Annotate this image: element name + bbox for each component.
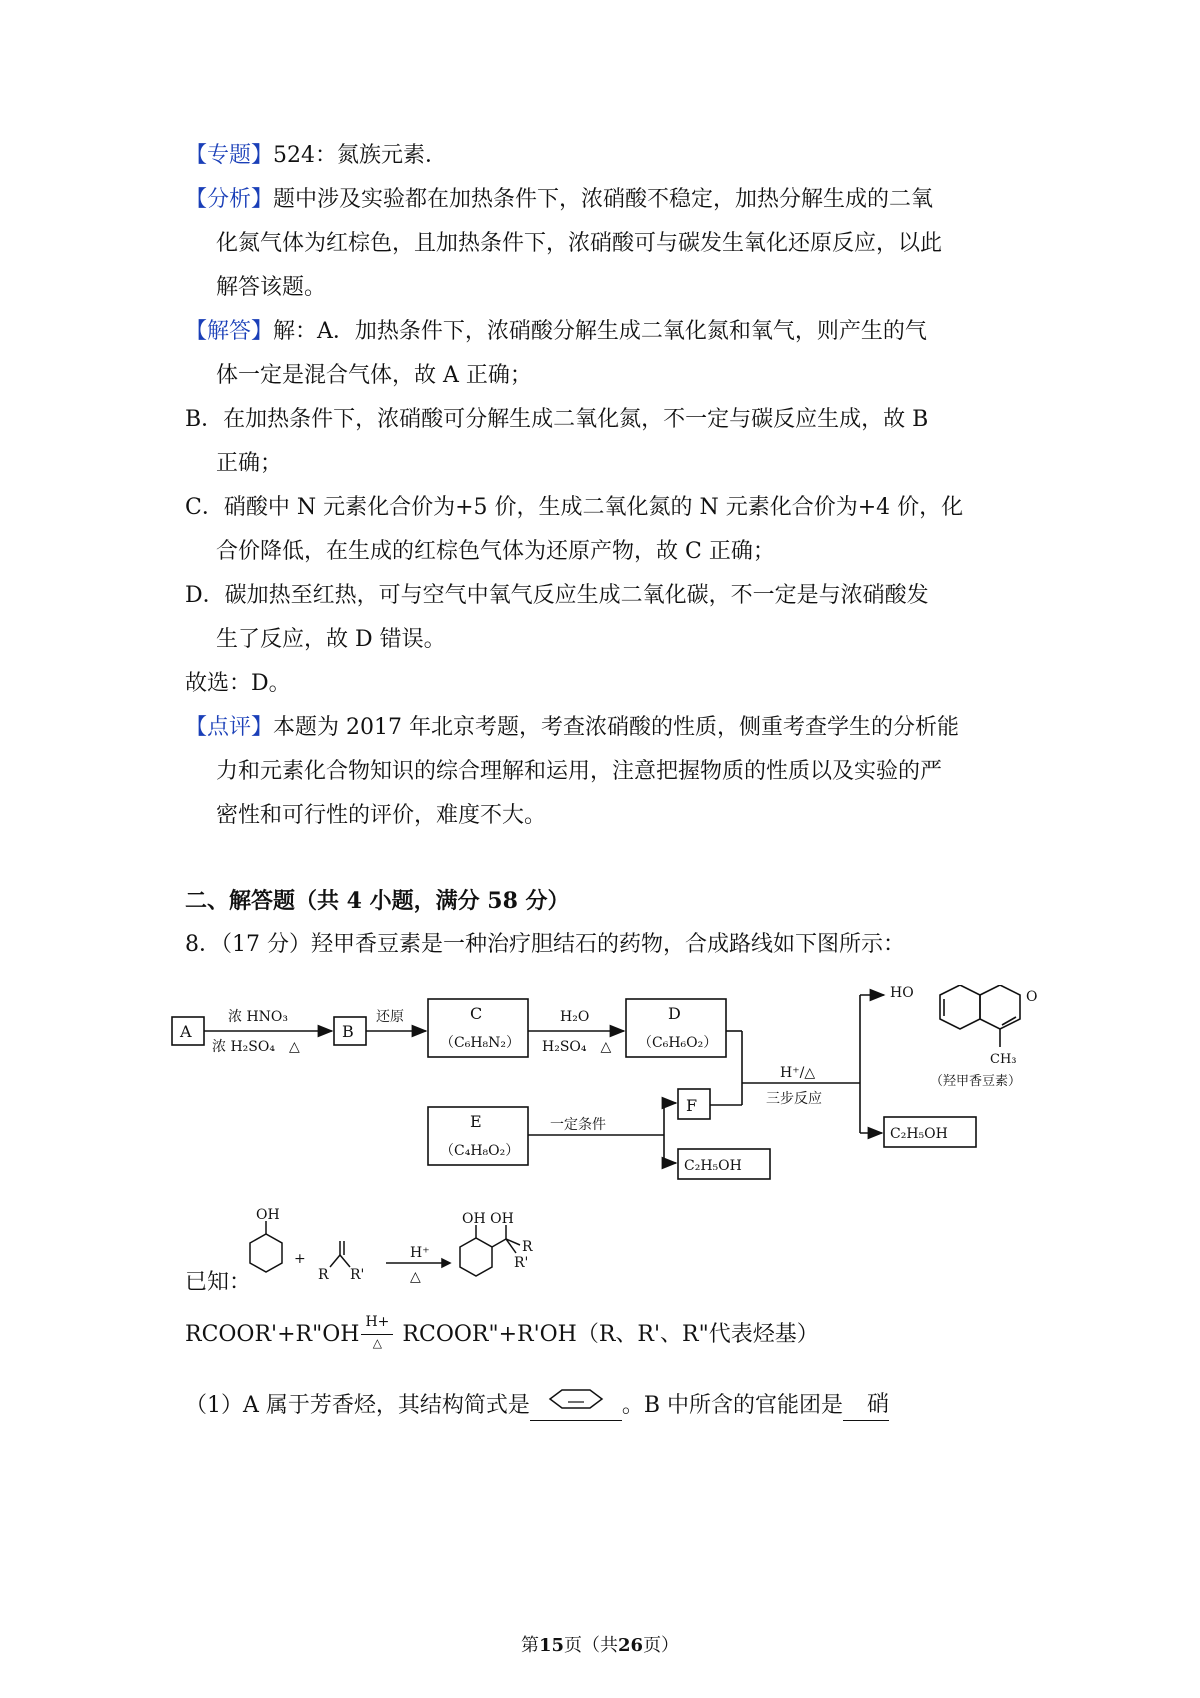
phenol-ring bbox=[250, 1234, 282, 1272]
ethanol-2: C₂H₅OH bbox=[890, 1126, 948, 1142]
plus-sign: + bbox=[294, 1251, 306, 1267]
known-Rp: R' bbox=[350, 1267, 365, 1283]
part1-prefix: （1）A 属于芳香烃，其结构简式是 bbox=[185, 1393, 530, 1418]
footer-post: 页） bbox=[643, 1635, 680, 1656]
answer-line-7: D．碳加热至红热，可与空气中氧气反应生成二氧化碳，不一定是与浓硝酸发 bbox=[185, 583, 929, 608]
answer-line-8: 生了反应，故 D 错误。 bbox=[216, 627, 446, 652]
ethanol-1: C₂H₅OH bbox=[684, 1158, 742, 1174]
known-reaction-2 bbox=[185, 1314, 819, 1350]
known2-arrow-top: H+ bbox=[365, 1314, 390, 1330]
page-footer bbox=[0, 1634, 1200, 1658]
arrow2-top: 还原 bbox=[376, 1009, 404, 1025]
answer-line-9: 故选：D。 bbox=[185, 671, 291, 696]
benzene-icon bbox=[530, 1384, 622, 1414]
known-product-Rp: R' bbox=[514, 1255, 529, 1271]
arrow1-bottom: 浓 H₂SO₄ △ bbox=[212, 1039, 300, 1055]
analysis-line-1 bbox=[185, 185, 933, 215]
product-name: （羟甲香豆素） bbox=[930, 1074, 1022, 1089]
label-A: A bbox=[180, 1022, 192, 1041]
product-HO: HO bbox=[890, 985, 914, 1001]
label-B: B bbox=[342, 1022, 354, 1041]
topic-line bbox=[185, 141, 447, 171]
known2-arrow-bottom: △ bbox=[372, 1336, 383, 1350]
topic-text: 524：氮族元素． bbox=[273, 143, 448, 168]
comment-text: 本题为 2017 年北京考题，考查浓硝酸的性质，侧重考查学生的分析能 bbox=[273, 715, 959, 740]
answer-blank-2 bbox=[843, 1390, 889, 1421]
arrow4-top: H⁺/△ bbox=[780, 1065, 816, 1081]
footer-total: 26 bbox=[618, 1635, 644, 1656]
known-R: R bbox=[318, 1267, 329, 1283]
known-product-oh: OH OH bbox=[462, 1211, 514, 1227]
part1-middle: 。B 中所含的官能团是 bbox=[621, 1393, 844, 1418]
formula-D: （C₆H₆O₂） bbox=[638, 1035, 718, 1051]
footer-page: 15 bbox=[538, 1635, 564, 1656]
label-E: E bbox=[470, 1112, 482, 1131]
product-ring bbox=[460, 1238, 492, 1276]
answer-tag: 【解答】 bbox=[185, 319, 274, 344]
analysis-line-2: 化氮气体为红棕色，且加热条件下，浓硝酸可与碳发生氧化还原反应，以此 bbox=[216, 231, 943, 256]
section-heading: 二、解答题（共 4 小题，满分 58 分） bbox=[185, 888, 570, 914]
answer-text: 解：A．加热条件下，浓硝酸分解生成二氧化氮和氧气，则产生的气 bbox=[273, 319, 927, 344]
formula-E: （C₄H₈O₂） bbox=[440, 1143, 520, 1159]
answer-blank-1 bbox=[530, 1390, 622, 1421]
known2-right: RCOOR"+R'OH（R、R'、R"代表烃基） bbox=[402, 1322, 819, 1347]
footer-mid: 页（共 bbox=[564, 1635, 618, 1656]
product-CH3: CH₃ bbox=[990, 1052, 1017, 1067]
analysis-tag: 【分析】 bbox=[185, 187, 274, 212]
coumarin-structure bbox=[940, 985, 1020, 1047]
arrow5-top: 一定条件 bbox=[550, 1117, 606, 1133]
known-OH: OH bbox=[256, 1207, 280, 1223]
known2-arrow bbox=[361, 1334, 393, 1335]
footer-pre: 第 bbox=[520, 1635, 539, 1656]
product-O: O bbox=[1026, 989, 1038, 1005]
comment-line-3: 密性和可行性的评价，难度不大。 bbox=[216, 803, 547, 828]
known2-left: RCOOR'+R"OH bbox=[185, 1322, 360, 1347]
label-D: D bbox=[668, 1004, 681, 1023]
arrow4-bottom: 三步反应 bbox=[766, 1091, 822, 1107]
analysis-line-3: 解答该题。 bbox=[216, 275, 327, 300]
arrow3-bottom: H₂SO₄ △ bbox=[542, 1039, 612, 1055]
label-F: F bbox=[686, 1096, 698, 1115]
comment-line-1 bbox=[185, 713, 959, 743]
analysis-text: 题中涉及实验都在加热条件下，浓硝酸不稳定，加热分解生成的二氧 bbox=[273, 187, 934, 212]
arrow1-top: 浓 HNO₃ bbox=[228, 1009, 288, 1025]
arrow3-top: H₂O bbox=[560, 1009, 590, 1025]
label-C: C bbox=[470, 1004, 483, 1023]
answer-line-6: 合价降低，在生成的红棕色气体为还原产物，故 C 正确； bbox=[216, 539, 775, 564]
question-8: 8．（17 分）羟甲香豆素是一种治疗胆结石的药物，合成路线如下图所示： bbox=[185, 932, 905, 957]
comment-tag: 【点评】 bbox=[185, 715, 274, 740]
answer-line-4: 正确； bbox=[216, 451, 283, 476]
known-delta: △ bbox=[410, 1269, 421, 1285]
part1-answer-tail: 硝 bbox=[867, 1392, 890, 1417]
synthesis-diagram bbox=[170, 985, 1130, 1180]
answer-line-3: B．在加热条件下，浓硝酸可分解生成二氧化氮，不一定与碳反应生成，故 B bbox=[185, 407, 929, 432]
answer-line-2: 体一定是混合气体，故 A 正确； bbox=[216, 363, 532, 388]
known-Hplus: H⁺ bbox=[410, 1245, 430, 1261]
known-label: 已知： bbox=[185, 1270, 252, 1295]
topic-tag: 【专题】 bbox=[185, 143, 274, 168]
answer-line-1 bbox=[185, 317, 927, 347]
formula-C: （C₆H₈N₂） bbox=[440, 1035, 521, 1051]
answer-line-5: C．硝酸中 N 元素化合价为+5 价，生成二氧化氮的 N 元素化合价为+4 价，化 bbox=[185, 495, 964, 520]
known-product-R: R bbox=[522, 1239, 533, 1255]
part1-line bbox=[185, 1390, 889, 1421]
comment-line-2: 力和元素化合物知识的综合理解和运用，注意把握物质的性质以及实验的严 bbox=[216, 759, 943, 784]
